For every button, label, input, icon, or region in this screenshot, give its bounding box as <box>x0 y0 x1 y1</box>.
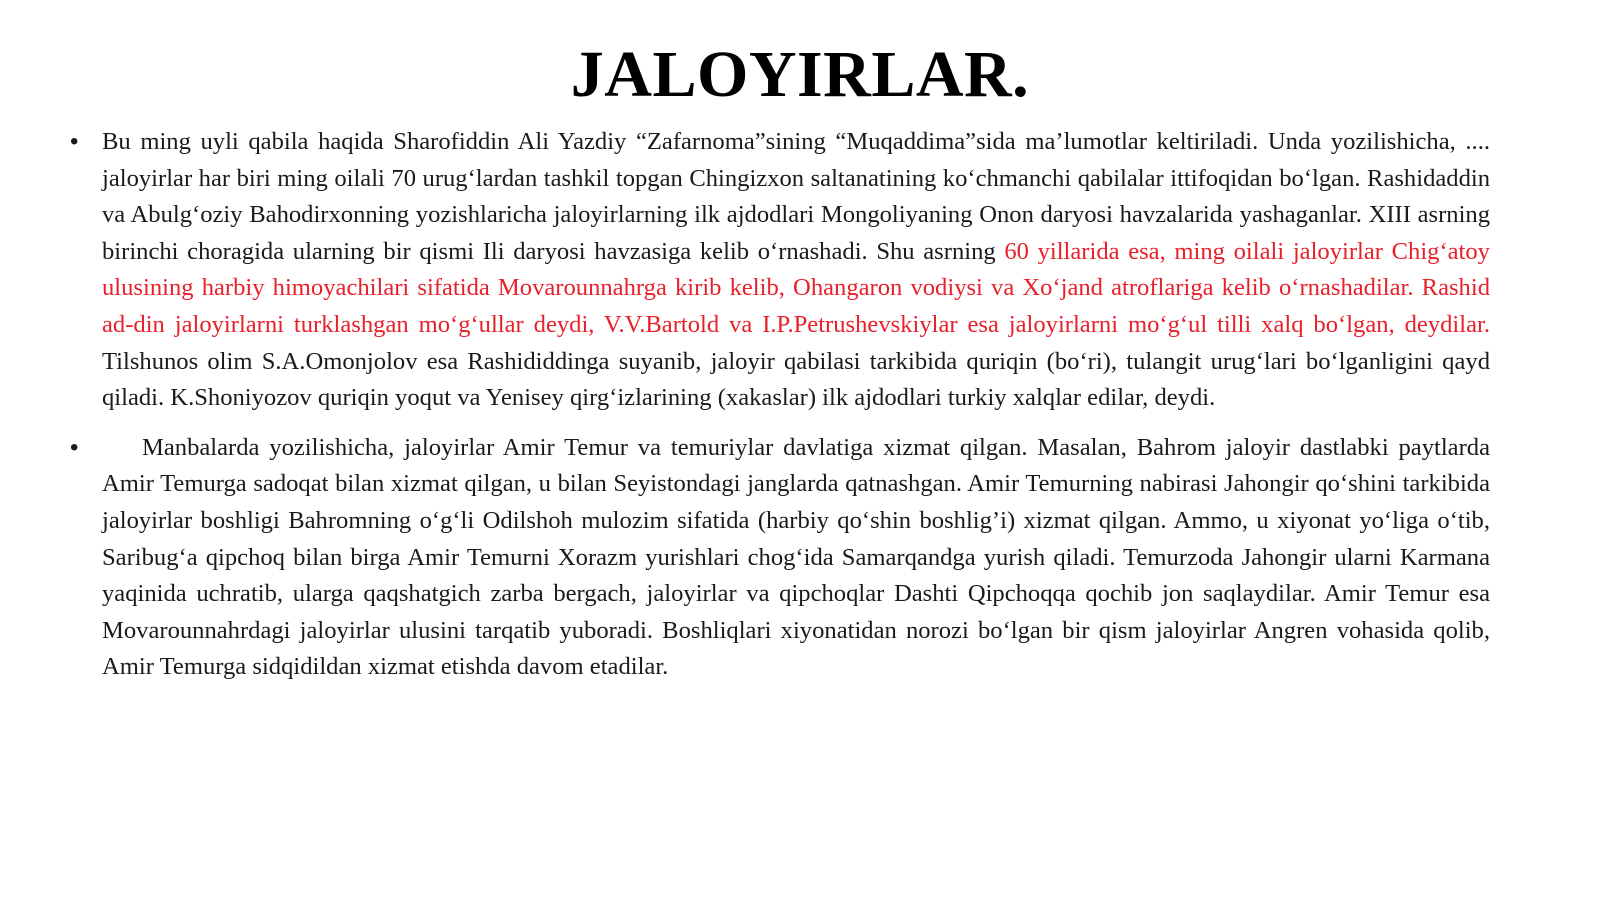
list-item <box>70 124 1490 417</box>
paragraph-text: Bu ming uyli qabila haqida Sharofiddin Ali Yazdiy “Zafarnoma”sining “Muqaddima”sida ma’lumotlar keltiriladi. Unda yozilishicha, .... jaloyirlar har biri ming oilali 70 urug‘lardan tashkil topgan Chingizxon saltanatining ko‘chmanchi qabilalar ittifoqidan bo‘lgan. Rashidaddin va Abulg‘oziy Bahodirxonning yozishlaricha jaloyirlarning ilk ajdodlari Mongoliyaning Onon daryosi havzalarida yashaganlar. XIII asrning birinchi choragida ularning bir qismi Ili daryosi havzasiga kelib o‘rnashadi. Shu asrning <box>102 128 1490 265</box>
slide-title: JALOYIRLAR. <box>570 38 1030 111</box>
paragraph-text: Tilshunos olim S.A.Omonjolov esa Rashididdinga suyanib, jaloyir qabilasi tarkibida quriqin (bo‘ri), tulangit urug‘lari bo‘lganligini qayd qiladi. K.Shoniyozov quriqin yoqut va Yenisey qirg‘izlarining (xakaslar) ilk ajdodlari turkiy xalqlar edilar, deydi. <box>102 347 1490 412</box>
bullet-icon: • <box>70 128 79 155</box>
highlighted-text: 60 yillarida esa, ming oilali jaloyirlar Chig‘atoy ulusining harbiy himoyachilari sifatida Movarounnahrga kirib kelib, Ohangaron vodiysi va Xo‘jand atroflariga kelib o‘rnashadilar. Rashid ad-din jaloyirlarni turklashgan mo‘g‘ullar deydi, V.V.Bartold va I.P.Petrushevskiylar esa jaloyirlarni mo‘g‘ul tilli xalq bo‘lgan, deydilar. <box>102 237 1490 338</box>
bullet-icon: • <box>70 433 79 461</box>
bullet-list <box>70 124 1490 686</box>
list-item <box>70 430 1490 686</box>
paragraph-text: Manbalarda yozilishicha, jaloyirlar Amir Temur va temuriylar davlatiga xizmat qilgan. Masalan, Bahrom jaloyir dastlabki paytlarda Amir Temurga sadoqat bilan xizmat qilgan, u bilan Seyistondagi janglarda qatnashgan. Amir Temurning nabirasi Jahongir qo‘shini tarkibida jaloyirlar boshligi Bahromning o‘g‘li Odilshoh mulozim sifatida (harbiy qo‘shin boshlig’i) xizmat qilgan. Ammo, u xiyonat yo‘liga o‘tib, Saribug‘a qipchoq bilan birga Amir Temurni Xorazm yurishlari chog‘ida Samarqandga yurish qiladi. Temurzoda Jahongir ularni Karmana yaqinida uchratib, ularga qaqshatgich zarba bergach, jaloyirlar va qipchoqlar Dashti Qipchoqqa qochib jon saqlaydilar. Amir Temur esa Movarounnahrdagi jaloyirlar ulusini tarqatib yuboradi. Boshliqlari xiyonatidan norozi bo‘lgan bir qism jaloyirlar Angren vohasida qolib, Amir Temurga sidqidildan xizmat etishda davom etadilar. <box>102 433 1490 681</box>
